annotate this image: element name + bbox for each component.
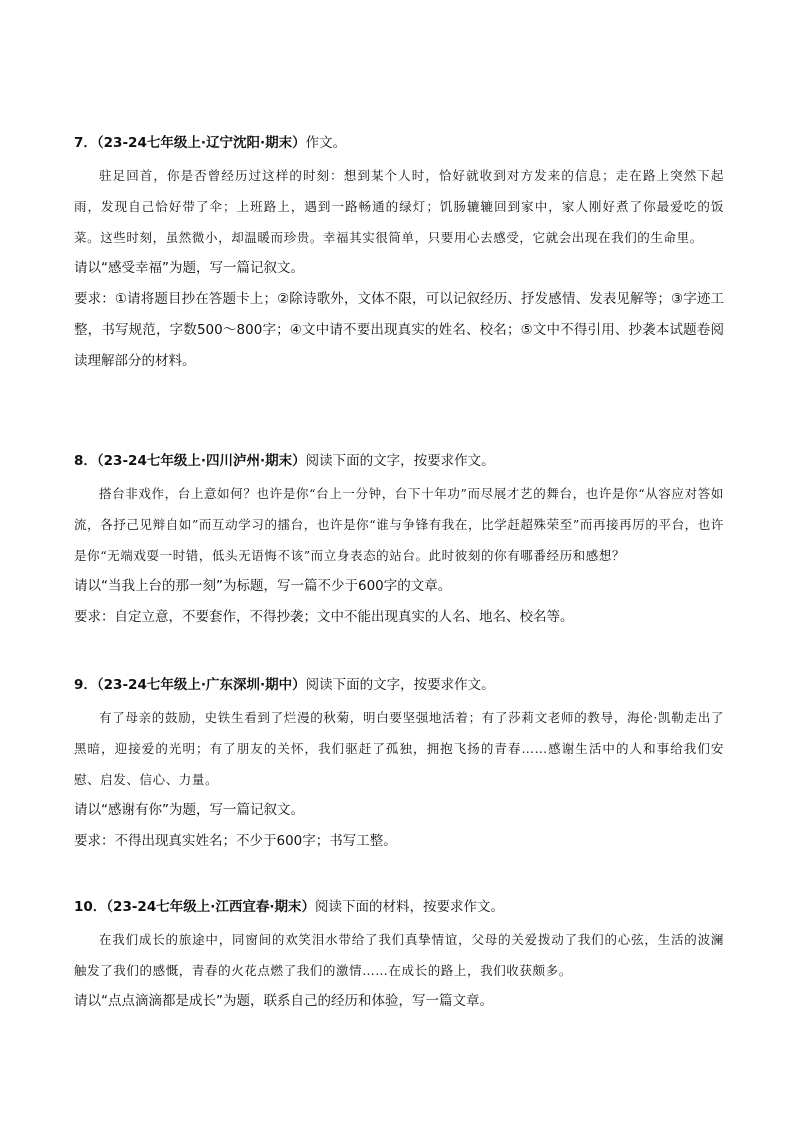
question-instruction: 阅读下面的文字，按要求作文。 bbox=[305, 677, 495, 693]
question-title bbox=[74, 674, 724, 696]
question-8 bbox=[74, 450, 724, 633]
question-material: 搭台非戏作，台上意如何？也许是你“台上一分钟，台下十年功”而尽展才艺的舞台，也许是你“从容应对答如流，各抒己见辩自如”而互动学习的擂台，也许是你“谁与争锋有我在，比学赶超殊荣至”而再接再厉的平台，也许是你“无端戏耍一时错，低头无语悔不该”而立身表态的站台。此时彼刻的你有哪番经历和感想？ bbox=[74, 486, 724, 563]
question-source: （23-24七年级上·四川泸州·期末） bbox=[96, 453, 306, 469]
question-title bbox=[74, 132, 724, 154]
question-9 bbox=[74, 674, 724, 857]
question-instruction: 作文。 bbox=[305, 135, 347, 151]
question-instruction: 阅读下面的文字，按要求作文。 bbox=[305, 453, 495, 469]
question-title bbox=[74, 896, 724, 918]
question-source: （23-24七年级上·江西宜春·期末） bbox=[106, 899, 315, 915]
question-number: 8． bbox=[74, 453, 97, 469]
question-source: （23-24七年级上·广东深圳·期中） bbox=[96, 677, 306, 693]
writing-requirement: 要求：不得出现真实姓名；不少于600字；书写工整。 bbox=[74, 833, 397, 849]
writing-prompt: 请以“感谢有你”为题，写一篇记叙文。 bbox=[74, 802, 304, 818]
question-instruction: 阅读下面的材料，按要求作文。 bbox=[314, 899, 504, 915]
question-material: 在我们成长的旅途中，同窗间的欢笑泪水带给了我们真挚情谊，父母的关爱拨动了我们的心弦，生活的波澜触发了我们的感慨，青春的火花点燃了我们的激情……在成长的路上，我们收获颇多。 bbox=[74, 932, 724, 978]
question-material: 驻足回首，你是否曾经历过这样的时刻：想到某个人时，恰好就收到对方发来的信息；走在路上突然下起雨，发现自己恰好带了伞；上班路上，遇到一路畅通的绿灯；饥肠辘辘回到家中，家人刚好煮了你最爱吃的饭菜。这些时刻，虽然微小，却温暖而珍贵。幸福其实很简单，只要用心去感受，它就会出现在我们的生命里。 bbox=[74, 168, 724, 245]
question-material: 有了母亲的鼓励，史铁生看到了烂漫的秋菊，明白要坚强地活着；有了莎莉文老师的教导，海伦·凯勒走出了黑暗，迎接爱的光明；有了朋友的关怀，我们驱赶了孤独，拥抱飞扬的青春……感谢生活中的人和事给我们安慰、启发、信心、力量。 bbox=[74, 710, 724, 787]
question-title bbox=[74, 450, 724, 472]
question-number: 9． bbox=[74, 677, 97, 693]
writing-requirement: 要求：自定立意，不要套作，不得抄袭；文中不能出现真实的人名、地名、校名等。 bbox=[74, 609, 574, 625]
question-number: 10． bbox=[74, 899, 107, 915]
writing-prompt: 请以“感受幸福”为题，写一篇记叙文。 bbox=[74, 260, 304, 276]
question-7 bbox=[74, 132, 724, 377]
writing-prompt: 请以“点点滴滴都是成长”为题，联系自己的经历和体验，写一篇文章。 bbox=[74, 993, 493, 1009]
question-10 bbox=[74, 896, 724, 1017]
question-number: 7． bbox=[74, 135, 97, 151]
question-source: （23-24七年级上·辽宁沈阳·期末） bbox=[96, 135, 306, 151]
writing-requirement: 要求：①请将题目抄在答题卡上；②除诗歌外，文体不限，可以记叙经历、抒发感情、发表见解等；③字迹工整，书写规范，字数500～800字；④文中请不要出现真实的姓名、校名；⑤文中不得引用、抄袭本试题卷阅读理解部分的材料。 bbox=[74, 291, 724, 369]
writing-prompt: 请以“当我上台的那一刻”为标题，写一篇不少于600字的文章。 bbox=[74, 578, 452, 594]
